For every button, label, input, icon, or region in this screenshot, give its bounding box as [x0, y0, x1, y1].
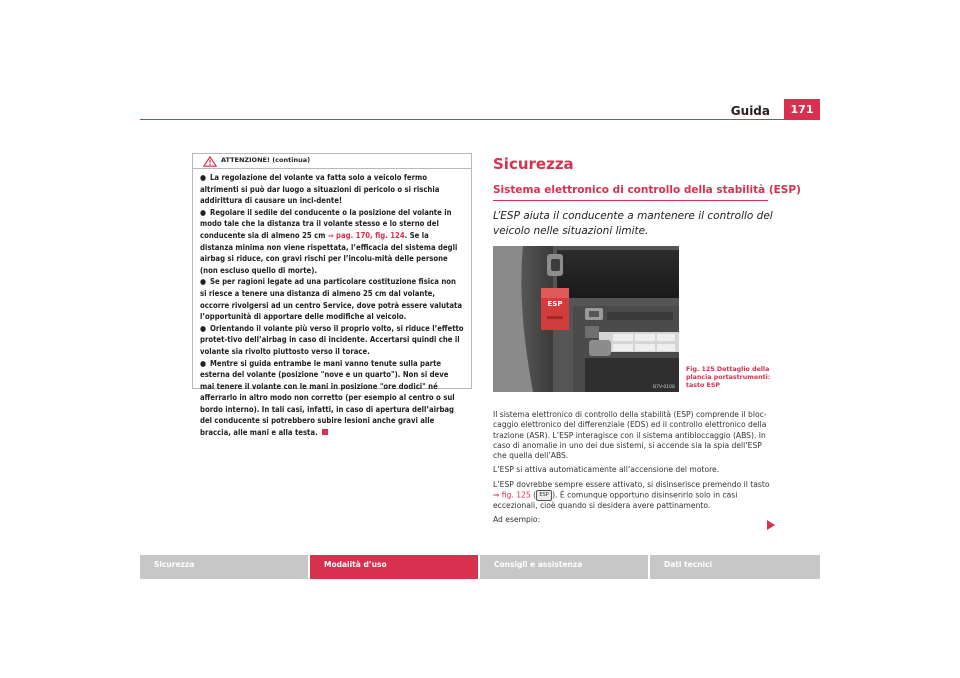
warning-item-text: Orientando il volante più verso il proprio volto, si riduce l’effetto protet-tivo dell’airbag in caso di incidente. Accertarsi quindi che il volante sia rivolto piuttosto verso il torace.: [200, 323, 464, 356]
next-page-arrow-icon[interactable]: [767, 520, 775, 530]
warning-item: [200, 358, 464, 439]
body-text-span: (: [530, 490, 537, 500]
figure-code: B7V-0108: [653, 385, 675, 390]
bullet: ●: [200, 207, 207, 217]
body-paragraph: Il sistema elettronico di controllo della stabilità (ESP) comprende il bloc-caggio elettronico del differenziale (EDS) ed il controllo elettronico della trazione (ASR). L’ESP interagisce con il sistema antibloccaggio (ABS). In caso di anomalie in uno dei due sistemi, si accende sia la spia dell’ESP che quella dell’ABS.: [493, 410, 767, 461]
page-reference-link[interactable]: ⇒ pag. 170, fig. 124: [327, 230, 405, 240]
warning-item: [200, 323, 464, 358]
lead-paragraph: L’ESP aiuta il conducente a mantenere il controllo del veicolo nelle situazioni limite.: [493, 210, 773, 237]
warning-triangle-icon: [203, 156, 217, 167]
bullet: ●: [200, 173, 207, 182]
page-header-title: Guida: [730, 104, 770, 118]
body-paragraph: [493, 480, 771, 512]
subsection-title: Sistema elettronico di controllo della stabilità (ESP): [493, 184, 801, 196]
page-number: 171: [784, 99, 820, 119]
warning-item-text: Regolare il sedile del conducente o la posizione del volante in modo tale che la distanza tra il volante stesso e lo sterno del conducente sia di almeno 25 cm: [200, 207, 452, 240]
body-paragraph: Ad esempio:: [493, 515, 541, 525]
bullet: ●: [200, 358, 207, 368]
section-end-marker: [322, 429, 328, 435]
figure-photo: [493, 246, 679, 392]
header-rule: [140, 119, 820, 120]
warning-header: [193, 154, 471, 169]
bullet: ●: [200, 277, 207, 287]
subsection-rule: [493, 200, 768, 201]
warning-item-text: . Se la distanza minima non viene rispettata, l’efficacia del sistema degli airbag si riduce, con gravi rischi per l’incolu-mità delle persone (non escluso quello di morte).: [200, 230, 458, 275]
warning-item-text: La regolazione del volante va fatta solo a veicolo fermo altrimenti si può dar luogo a situazioni di pericolo o si rischia addirittura di causare un inci-dente!: [200, 173, 440, 206]
esp-key-icon: ESP: [536, 490, 552, 501]
warning-item-text: Se per ragioni legate ad una particolare costituzione fisica non si riesce a tenere una distanza di almeno 25 cm dal volante, occorre rivolgersi ad un centro Service, dove potrà essere valutata l’opportunità di apportare delle modifiche al veicolo.: [200, 277, 462, 322]
tab-consigli-assistenza[interactable]: [480, 555, 648, 579]
warning-item: [200, 172, 464, 207]
esp-button-label: ESP: [547, 300, 563, 308]
footer-nav: [140, 555, 820, 579]
warning-heading: ATTENZIONE! (continua): [221, 156, 311, 164]
bullet: ●: [200, 323, 207, 333]
body-text-span: L’ESP dovrebbe sempre essere attivato, si disinserisce premendo il tasto: [493, 479, 770, 489]
body-text: [493, 410, 771, 530]
warning-body: [200, 172, 464, 439]
dashboard-illustration: [493, 246, 679, 392]
warning-item-text: Mentre si guida entrambe le mani vanno tenute sulla parte esterna del volante (posizione "nove e un quarto"). Non si deve mai tenere il volante con le mani in posizione "ore dodici" né afferrarlo in altro modo non corretto (per esempio al centro o sul bordo interno). In tali casi, infatti, in caso di apertura dell’airbag del conducente si potrebbero subire lesioni anche gravi alle braccia, alle mani e alla testa.: [200, 358, 455, 438]
warning-item: [200, 207, 464, 277]
tab-modalita-uso[interactable]: [310, 555, 478, 579]
tab-sicurezza[interactable]: [140, 555, 308, 579]
tab-label: Sicurezza: [154, 560, 195, 569]
tab-label: Modalità d’uso: [324, 560, 387, 569]
body-paragraph: L’ESP si attiva automaticamente all’accensione del motore.: [493, 465, 720, 475]
warning-item: [200, 276, 464, 322]
tab-label: Consigli e assistenza: [494, 560, 583, 569]
figure-caption: Fig. 125 Dettaglio della plancia portastrumenti: tasto ESP: [686, 366, 771, 389]
warning-box: [192, 153, 472, 438]
body-text-span: ). È comunque opportuno disinserirlo solo in casi eccezionali, cioè quando si desidera avere pattinamento.: [493, 490, 738, 511]
tab-label: Dati tecnici: [664, 560, 713, 569]
tab-dati-tecnici[interactable]: [650, 555, 820, 579]
section-title: Sicurezza: [493, 155, 574, 173]
figure-reference-link[interactable]: ⇒ fig. 125: [493, 490, 531, 500]
